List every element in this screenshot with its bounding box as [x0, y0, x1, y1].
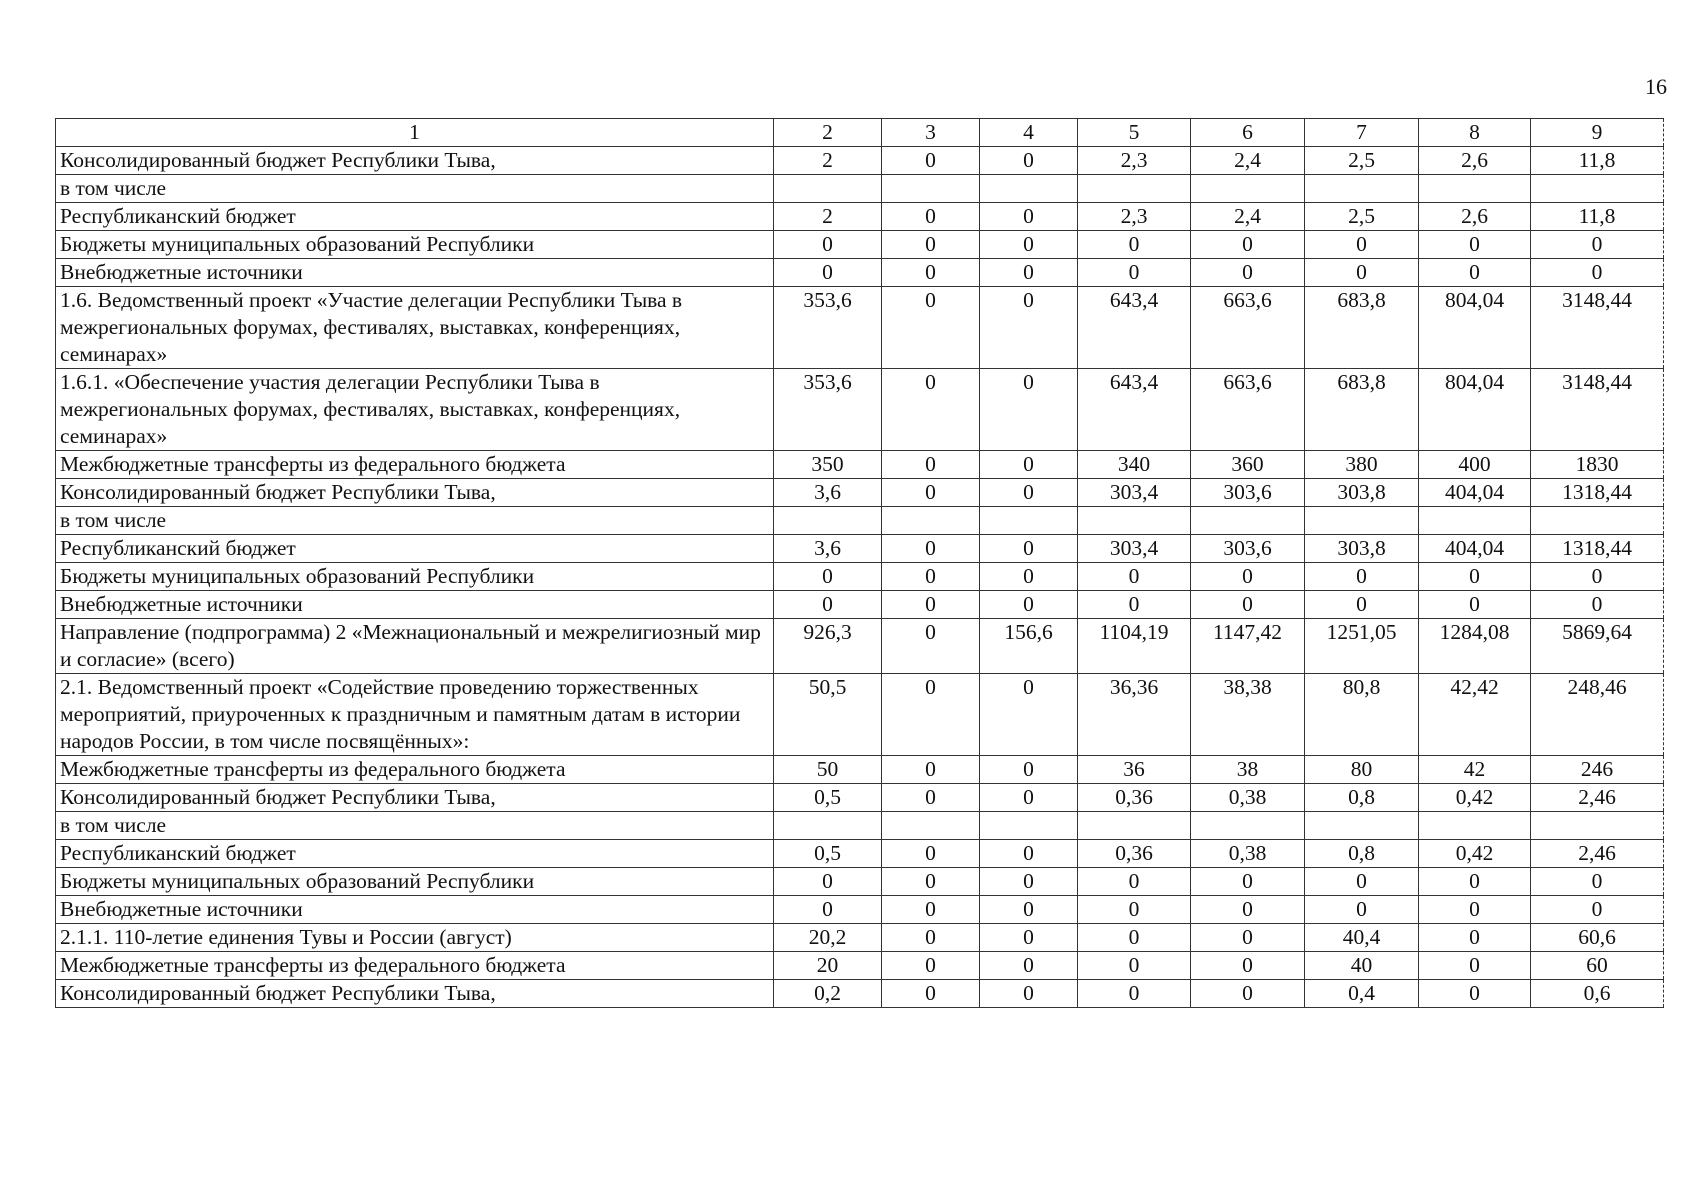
- cell-value: 404,04: [1419, 479, 1531, 507]
- cell-value: 50,5: [774, 674, 882, 756]
- cell-value: 643,4: [1078, 369, 1191, 451]
- table-row: [56, 980, 1664, 1008]
- cell-value: 36,36: [1078, 674, 1191, 756]
- cell-value: 1284,08: [1419, 619, 1531, 674]
- cell-value: 0: [1191, 952, 1305, 980]
- cell-value: 0: [882, 980, 980, 1008]
- table-row: [56, 591, 1664, 619]
- cell-value: 3,6: [774, 535, 882, 563]
- cell-value: 0: [882, 840, 980, 868]
- cell-value: 0: [774, 231, 882, 259]
- cell-value: 0: [980, 479, 1078, 507]
- cell-value: 0,2: [774, 980, 882, 1008]
- cell-value: 0,36: [1078, 840, 1191, 868]
- cell-value: 0: [1191, 563, 1305, 591]
- cell-value: [1191, 507, 1305, 535]
- column-header: 9: [1531, 119, 1664, 147]
- cell-value: [774, 812, 882, 840]
- row-label: в том числе: [56, 507, 774, 535]
- cell-value: [774, 507, 882, 535]
- cell-value: [1419, 507, 1531, 535]
- cell-value: 20,2: [774, 924, 882, 952]
- cell-value: 0,5: [774, 840, 882, 868]
- cell-value: 0: [1191, 868, 1305, 896]
- row-label: в том числе: [56, 175, 774, 203]
- cell-value: 42,42: [1419, 674, 1531, 756]
- cell-value: 0: [980, 259, 1078, 287]
- cell-value: 804,04: [1419, 369, 1531, 451]
- column-header: 8: [1419, 119, 1531, 147]
- column-header: 7: [1305, 119, 1419, 147]
- cell-value: 0: [1191, 924, 1305, 952]
- cell-value: 0: [980, 563, 1078, 591]
- table-row: [56, 674, 1664, 756]
- cell-value: 0: [882, 674, 980, 756]
- cell-value: 353,6: [774, 369, 882, 451]
- cell-value: [1305, 175, 1419, 203]
- row-label: 1.6.1. «Обеспечение участия делегации Республики Тыва в межрегиональных форумах, фестивалях, выставках, конференциях, семинарах»: [56, 369, 774, 451]
- cell-value: 0: [882, 451, 980, 479]
- cell-value: 1318,44: [1531, 535, 1664, 563]
- cell-value: 1104,19: [1078, 619, 1191, 674]
- cell-value: 0: [1078, 563, 1191, 591]
- cell-value: 663,6: [1191, 369, 1305, 451]
- cell-value: 303,8: [1305, 535, 1419, 563]
- cell-value: 40,4: [1305, 924, 1419, 952]
- cell-value: 0,38: [1191, 840, 1305, 868]
- cell-value: 248,46: [1531, 674, 1664, 756]
- table-row: [56, 868, 1664, 896]
- table-body: [56, 119, 1664, 1008]
- budget-table: [55, 118, 1664, 1008]
- cell-value: 0: [1531, 259, 1664, 287]
- cell-value: 0: [1531, 591, 1664, 619]
- cell-value: 0: [774, 591, 882, 619]
- row-label: Направление (подпрограмма) 2 «Межнациональный и межрелигиозный мир и согласие» (всего): [56, 619, 774, 674]
- cell-value: 0,5: [774, 784, 882, 812]
- cell-value: 0: [980, 840, 1078, 868]
- cell-value: 0: [1078, 259, 1191, 287]
- cell-value: 2,5: [1305, 203, 1419, 231]
- row-label: Бюджеты муниципальных образований Республики: [56, 231, 774, 259]
- cell-value: 0: [882, 231, 980, 259]
- cell-value: 404,04: [1419, 535, 1531, 563]
- cell-value: 1251,05: [1305, 619, 1419, 674]
- cell-value: [980, 507, 1078, 535]
- cell-value: 0: [882, 287, 980, 369]
- table-row: [56, 784, 1664, 812]
- table-row: [56, 203, 1664, 231]
- cell-value: [1078, 507, 1191, 535]
- cell-value: 0: [1078, 952, 1191, 980]
- row-label: Межбюджетные трансферты из федерального бюджета: [56, 451, 774, 479]
- cell-value: 0: [1078, 868, 1191, 896]
- cell-value: 926,3: [774, 619, 882, 674]
- cell-value: 0: [1419, 563, 1531, 591]
- cell-value: [1531, 812, 1664, 840]
- cell-value: 0: [1078, 896, 1191, 924]
- row-label: Консолидированный бюджет Республики Тыва,: [56, 479, 774, 507]
- cell-value: 0: [774, 868, 882, 896]
- cell-value: [774, 175, 882, 203]
- cell-value: 5869,64: [1531, 619, 1664, 674]
- cell-value: 0: [1191, 896, 1305, 924]
- table-row: [56, 563, 1664, 591]
- row-label: Консолидированный бюджет Республики Тыва,: [56, 980, 774, 1008]
- cell-value: 0: [774, 259, 882, 287]
- cell-value: 1147,42: [1191, 619, 1305, 674]
- cell-value: 0: [1419, 896, 1531, 924]
- cell-value: [882, 812, 980, 840]
- cell-value: 0: [1078, 980, 1191, 1008]
- cell-value: 0: [1191, 980, 1305, 1008]
- cell-value: 0: [980, 287, 1078, 369]
- cell-value: 0: [882, 591, 980, 619]
- cell-value: 350: [774, 451, 882, 479]
- cell-value: 400: [1419, 451, 1531, 479]
- column-header: 6: [1191, 119, 1305, 147]
- cell-value: 0: [980, 591, 1078, 619]
- cell-value: 303,4: [1078, 535, 1191, 563]
- cell-value: [1419, 812, 1531, 840]
- cell-value: 303,4: [1078, 479, 1191, 507]
- cell-value: 663,6: [1191, 287, 1305, 369]
- cell-value: 0: [980, 756, 1078, 784]
- cell-value: [1419, 175, 1531, 203]
- cell-value: [1531, 175, 1664, 203]
- header-row: [56, 119, 1664, 147]
- cell-value: 0: [882, 619, 980, 674]
- cell-value: [882, 507, 980, 535]
- cell-value: 0: [980, 896, 1078, 924]
- cell-value: 380: [1305, 451, 1419, 479]
- table-row: [56, 619, 1664, 674]
- cell-value: 80,8: [1305, 674, 1419, 756]
- cell-value: [1305, 812, 1419, 840]
- cell-value: [980, 812, 1078, 840]
- cell-value: 0,42: [1419, 784, 1531, 812]
- cell-value: 0: [882, 535, 980, 563]
- cell-value: 0: [1419, 980, 1531, 1008]
- cell-value: 42: [1419, 756, 1531, 784]
- cell-value: 0,8: [1305, 784, 1419, 812]
- cell-value: 0: [774, 896, 882, 924]
- table-row: [56, 840, 1664, 868]
- cell-value: 0: [1531, 896, 1664, 924]
- table-row: [56, 451, 1664, 479]
- cell-value: 11,8: [1531, 147, 1664, 175]
- cell-value: 643,4: [1078, 287, 1191, 369]
- table-row: [56, 479, 1664, 507]
- cell-value: 0: [1419, 952, 1531, 980]
- column-header: 5: [1078, 119, 1191, 147]
- cell-value: 0,38: [1191, 784, 1305, 812]
- row-label: Республиканский бюджет: [56, 203, 774, 231]
- table-row: [56, 812, 1664, 840]
- row-label: Внебюджетные источники: [56, 259, 774, 287]
- cell-value: 60,6: [1531, 924, 1664, 952]
- cell-value: 11,8: [1531, 203, 1664, 231]
- cell-value: 0: [1419, 231, 1531, 259]
- cell-value: 2,4: [1191, 147, 1305, 175]
- cell-value: [980, 175, 1078, 203]
- row-label: Консолидированный бюджет Республики Тыва,: [56, 784, 774, 812]
- cell-value: 0: [980, 980, 1078, 1008]
- cell-value: 36: [1078, 756, 1191, 784]
- cell-value: 0: [882, 868, 980, 896]
- column-header: 2: [774, 119, 882, 147]
- cell-value: 2,3: [1078, 147, 1191, 175]
- cell-value: 0: [1078, 591, 1191, 619]
- cell-value: 0: [980, 784, 1078, 812]
- cell-value: 0: [1419, 868, 1531, 896]
- cell-value: [1191, 175, 1305, 203]
- row-label: Консолидированный бюджет Республики Тыва,: [56, 147, 774, 175]
- table-row: [56, 231, 1664, 259]
- cell-value: 0: [882, 259, 980, 287]
- cell-value: 0: [882, 147, 980, 175]
- cell-value: 2,6: [1419, 147, 1531, 175]
- table-row: [56, 147, 1664, 175]
- cell-value: 0: [1531, 563, 1664, 591]
- cell-value: 1830: [1531, 451, 1664, 479]
- cell-value: 0,4: [1305, 980, 1419, 1008]
- cell-value: 0: [882, 369, 980, 451]
- cell-value: 0: [980, 952, 1078, 980]
- cell-value: 38,38: [1191, 674, 1305, 756]
- table-row: [56, 175, 1664, 203]
- cell-value: 3148,44: [1531, 287, 1664, 369]
- cell-value: 0: [980, 451, 1078, 479]
- cell-value: 0: [882, 952, 980, 980]
- cell-value: [1531, 507, 1664, 535]
- row-label: Бюджеты муниципальных образований Республики: [56, 868, 774, 896]
- cell-value: 0: [980, 924, 1078, 952]
- table-row: [56, 924, 1664, 952]
- cell-value: [1305, 507, 1419, 535]
- cell-value: 0: [882, 479, 980, 507]
- cell-value: 246: [1531, 756, 1664, 784]
- cell-value: 0: [882, 203, 980, 231]
- cell-value: 0: [1191, 231, 1305, 259]
- cell-value: 60: [1531, 952, 1664, 980]
- cell-value: 0: [980, 535, 1078, 563]
- cell-value: 0,36: [1078, 784, 1191, 812]
- cell-value: 0: [980, 231, 1078, 259]
- cell-value: 38: [1191, 756, 1305, 784]
- cell-value: 0: [1531, 231, 1664, 259]
- cell-value: 0: [1305, 591, 1419, 619]
- table-row: [56, 259, 1664, 287]
- cell-value: 353,6: [774, 287, 882, 369]
- cell-value: 2,3: [1078, 203, 1191, 231]
- row-label: Республиканский бюджет: [56, 840, 774, 868]
- table-row: [56, 287, 1664, 369]
- table-row: [56, 369, 1664, 451]
- table-row: [56, 535, 1664, 563]
- cell-value: 3,6: [774, 479, 882, 507]
- row-label: 1.6. Ведомственный проект «Участие делегации Республики Тыва в межрегиональных форумах, фестивалях, выставках, конференциях, семинарах»: [56, 287, 774, 369]
- cell-value: 0: [1305, 259, 1419, 287]
- page-number: 16: [1645, 74, 1667, 99]
- row-label: Межбюджетные трансферты из федерального бюджета: [56, 952, 774, 980]
- row-label: Внебюджетные источники: [56, 591, 774, 619]
- row-label: Бюджеты муниципальных образований Республики: [56, 563, 774, 591]
- row-label: Межбюджетные трансферты из федерального бюджета: [56, 756, 774, 784]
- cell-value: 0: [1419, 591, 1531, 619]
- table-row: [56, 756, 1664, 784]
- cell-value: 2,5: [1305, 147, 1419, 175]
- cell-value: 0: [1419, 259, 1531, 287]
- cell-value: 20: [774, 952, 882, 980]
- cell-value: 0: [882, 563, 980, 591]
- cell-value: 2,46: [1531, 784, 1664, 812]
- column-header: 4: [980, 119, 1078, 147]
- cell-value: 0: [882, 784, 980, 812]
- cell-value: 360: [1191, 451, 1305, 479]
- cell-value: 0,42: [1419, 840, 1531, 868]
- cell-value: [1191, 812, 1305, 840]
- cell-value: 804,04: [1419, 287, 1531, 369]
- cell-value: 2: [774, 203, 882, 231]
- cell-value: 1318,44: [1531, 479, 1664, 507]
- cell-value: 340: [1078, 451, 1191, 479]
- cell-value: 683,8: [1305, 287, 1419, 369]
- column-header: 1: [56, 119, 774, 147]
- column-header: 3: [882, 119, 980, 147]
- cell-value: 0: [1078, 924, 1191, 952]
- table-row: [56, 896, 1664, 924]
- cell-value: 683,8: [1305, 369, 1419, 451]
- cell-value: 0: [774, 563, 882, 591]
- cell-value: 0: [1305, 896, 1419, 924]
- row-label: 2.1.1. 110-летие единения Тувы и России (август): [56, 924, 774, 952]
- cell-value: 0: [1191, 591, 1305, 619]
- cell-value: 0: [882, 756, 980, 784]
- cell-value: 0: [1419, 924, 1531, 952]
- cell-value: 2,4: [1191, 203, 1305, 231]
- cell-value: 0: [1078, 231, 1191, 259]
- cell-value: 80: [1305, 756, 1419, 784]
- row-label: 2.1. Ведомственный проект «Содействие проведению торжественных мероприятий, приуроченных к праздничным и памятным датам в истории народов России, в том числе посвящённых»:: [56, 674, 774, 756]
- cell-value: 0,8: [1305, 840, 1419, 868]
- cell-value: 0: [980, 147, 1078, 175]
- cell-value: 0: [980, 868, 1078, 896]
- row-label: в том числе: [56, 812, 774, 840]
- cell-value: 2,6: [1419, 203, 1531, 231]
- cell-value: 50: [774, 756, 882, 784]
- cell-value: 40: [1305, 952, 1419, 980]
- cell-value: [1078, 175, 1191, 203]
- cell-value: 0: [1191, 259, 1305, 287]
- cell-value: 3148,44: [1531, 369, 1664, 451]
- cell-value: 2: [774, 147, 882, 175]
- cell-value: 0: [1531, 868, 1664, 896]
- table-row: [56, 952, 1664, 980]
- cell-value: 0: [980, 369, 1078, 451]
- cell-value: 303,6: [1191, 535, 1305, 563]
- cell-value: 0: [1305, 231, 1419, 259]
- cell-value: 156,6: [980, 619, 1078, 674]
- cell-value: 303,8: [1305, 479, 1419, 507]
- cell-value: 2,46: [1531, 840, 1664, 868]
- table-row: [56, 507, 1664, 535]
- cell-value: 0,6: [1531, 980, 1664, 1008]
- cell-value: 0: [1305, 868, 1419, 896]
- cell-value: 0: [882, 924, 980, 952]
- cell-value: 0: [882, 896, 980, 924]
- cell-value: 0: [1305, 563, 1419, 591]
- cell-value: 0: [980, 674, 1078, 756]
- row-label: Республиканский бюджет: [56, 535, 774, 563]
- cell-value: 0: [980, 203, 1078, 231]
- cell-value: [882, 175, 980, 203]
- cell-value: [1078, 812, 1191, 840]
- cell-value: 303,6: [1191, 479, 1305, 507]
- row-label: Внебюджетные источники: [56, 896, 774, 924]
